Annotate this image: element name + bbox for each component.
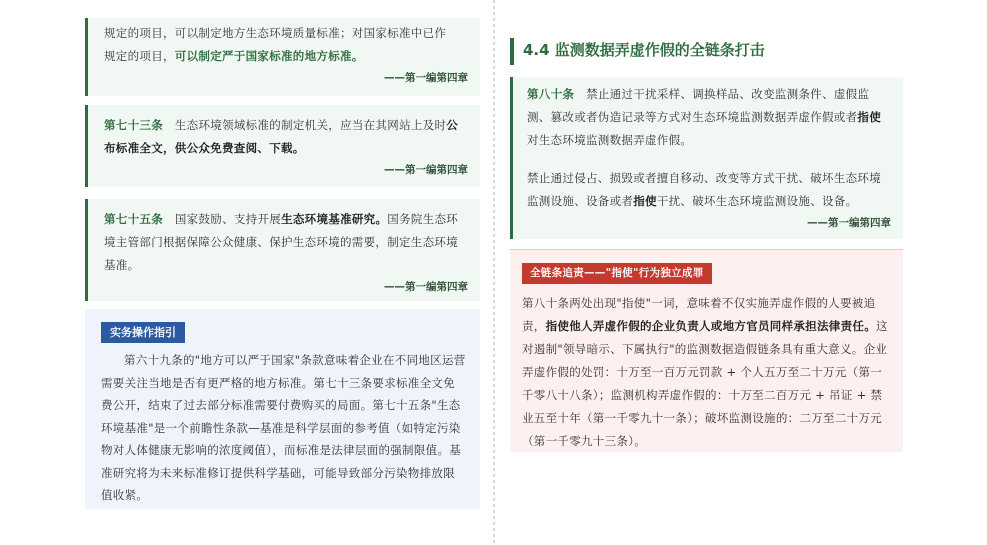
- law-card-body: [104, 22, 468, 68]
- law-card-body: [527, 167, 891, 213]
- article-number: 第七十三条: [104, 118, 163, 132]
- law-card-body: [104, 208, 468, 277]
- law-highlight: 指使: [857, 110, 882, 124]
- law-highlight: 生态环境基准研究。: [281, 212, 388, 226]
- chain-accountability-text: [522, 292, 891, 453]
- practice-guide-text: 第六十九条的"地方可以严于国家"条款意味着企业在不同地区运营需要关注当地是否有更严格的地方标准。第七十三条要求标准全文免费公开，结束了过去部分标准需要付费购买的局面。第七十五条"生态环境基准"是一个前瞻性条款—基准是科学层面的参考值（如特定污染物对人体健康无影响的浓度阈值），而标准是法律层面的强制限值。基准研究将为未来标准修订提供科学基础，可能导致部分污染物排放限值收紧。: [101, 353, 466, 502]
- law-text: 规定的项目，: [104, 49, 175, 63]
- law-text-line: [104, 45, 468, 68]
- law-card-article-69: [85, 18, 480, 96]
- law-source: ——第一编第四章: [384, 72, 468, 84]
- analysis-highlight: 指使他人弄虚作假的企业负责人或地方官员同样承担法律责任。: [545, 319, 877, 333]
- law-card-article-80: [510, 77, 903, 239]
- law-source: ——第一编第四章: [807, 217, 891, 229]
- law-highlight: 指使: [633, 194, 657, 208]
- law-text-line: 规定的项目，可以制定地方生态环境质量标准；对国家标准中已作: [104, 26, 447, 40]
- law-card-article-73: [85, 105, 480, 187]
- law-highlight: 可以制定严于国家标准的地方标准。: [174, 49, 364, 63]
- practice-guide-tag: 实务操作指引: [101, 322, 185, 343]
- analysis-text: 第八十条两处出现"指使"一词，意味着不仅实施弄虚作假的人要被追责，: [522, 296, 876, 333]
- law-card-body: [527, 83, 891, 152]
- article-number: 第八十条: [527, 87, 575, 101]
- law-text: 生态环境领域标准的制定机关，应当在其网站上及时: [174, 118, 447, 132]
- practice-guide-box: [85, 309, 480, 509]
- section-title: 4.4 监测数据弄虚作假的全链条打击: [510, 38, 903, 65]
- law-text: 国家鼓励、支持开展: [174, 212, 282, 226]
- chain-accountability-tag: 全链条追责——"指使"行为独立成罪: [522, 263, 712, 284]
- law-card-body: [104, 114, 468, 160]
- law-card-article-75: [85, 199, 480, 301]
- chain-accountability-box: [510, 249, 903, 452]
- law-text: 干扰、破坏生态环境监测设施、设备。: [656, 194, 858, 208]
- column-divider: [493, 0, 495, 545]
- law-text: 国务院生态环境主管部门根据保障公众健康、保护生态环境的需要，制定生态环境基准。: [104, 212, 459, 272]
- law-highlight: 公布标准全文，供公众免费查阅、下载。: [104, 118, 459, 155]
- article-number: 第七十五条: [104, 212, 163, 226]
- law-text: 禁止通过干扰采样、调换样品、改变监测条件、虚假监测、篡改或者伪造记录等方式对生态环境监测数据弄虚作假或者: [527, 87, 870, 124]
- left-column: [85, 18, 480, 509]
- law-source: ——第一编第四章: [384, 164, 468, 176]
- analysis-text: 这对遏制"领导暗示、下属执行"的监测数据造假链条具有重大意义。企业弄虚作假的处罚：十万至一百万元罚款 + 个人五万至二十万元（第一千零八十八条）；监测机构弄虚作假的：十万至二百万元 + 吊证 + 禁业五至十年（第一千零九十一条）；破坏监测设施的：二万至二十万元（第一千零九十三条）。: [522, 319, 888, 448]
- law-source: ——第一编第四章: [384, 281, 468, 293]
- law-text: 对生态环境监测数据弄虚作假。: [527, 133, 693, 147]
- law-text: 禁止通过侵占、损毁或者擅自移动、改变等方式干扰、破坏生态环境监测设施、设备或者: [527, 171, 881, 208]
- right-column: [510, 18, 903, 452]
